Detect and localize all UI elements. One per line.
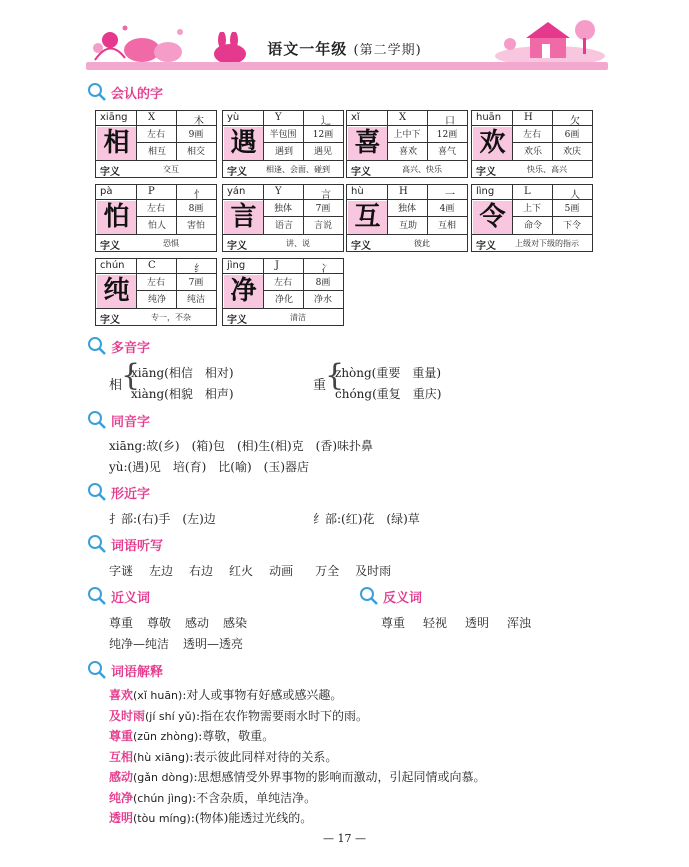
tingxie-word: 红火 (229, 564, 254, 578)
card-structure: 上下 (522, 204, 541, 214)
card-radical: 口 (445, 116, 455, 127)
card-letter: C (148, 260, 156, 271)
card-word-1: 净化 (274, 295, 293, 305)
tongyin-line-2: yù:(遇)见 培(育) 比(喻) (玉)器店 (109, 460, 310, 474)
tingxie-word: 万全 (315, 564, 340, 578)
card-letter: P (148, 186, 155, 197)
card-pinyin: lìng (476, 186, 495, 197)
section-title: 多音字 (111, 340, 151, 356)
fanyi-word: 轻视 (423, 616, 448, 630)
magnifier-icon (86, 660, 108, 680)
card-strokes: 12画 (436, 130, 458, 140)
card-character: 喜 (348, 127, 387, 160)
char-card (95, 110, 217, 178)
card-radical: 言 (321, 190, 331, 201)
definition-term: 透明 (109, 811, 134, 825)
card-character: 纯 (97, 275, 136, 308)
char-card (346, 184, 468, 252)
card-ziyi-label: 字义 (227, 167, 247, 178)
card-ziyi-label: 字义 (227, 241, 247, 252)
jinyi-pair: 纯净—纯洁 (109, 637, 170, 651)
definition-text: :思想感情受外界事物的影响而激动，引起同情或向慕。 (193, 770, 486, 784)
section-title: 会认的字 (111, 86, 164, 102)
card-character: 言 (224, 201, 263, 234)
card-letter: X (148, 112, 156, 123)
card-meaning: 相逢、会面、碰到 (266, 165, 330, 174)
card-word-2: 相交 (186, 147, 205, 157)
section-heading-huirenzi (86, 82, 163, 102)
card-pinyin: xǐ (351, 112, 360, 123)
card-radical: 人 (570, 190, 580, 201)
section-title: 词语听写 (111, 538, 164, 554)
card-radical: 木 (194, 116, 204, 127)
definition-term: 感动 (109, 770, 134, 784)
card-structure: 上中下 (393, 130, 421, 140)
char-card (222, 184, 344, 252)
card-meaning: 清洁 (290, 313, 306, 322)
definition-pinyin: (zūn zhòng) (133, 730, 199, 743)
fanyi-word: 透明 (465, 616, 490, 630)
section-title: 近义词 (111, 590, 151, 606)
fanyi-word: 浑浊 (507, 616, 532, 630)
definition-item (109, 768, 486, 785)
card-ziyi-label: 字义 (351, 167, 371, 178)
definition-term: 尊重 (109, 729, 134, 743)
definition-item (109, 748, 337, 765)
fanyi-line (381, 614, 531, 631)
card-radical: 一 (445, 190, 455, 201)
tingxie-word: 动画 (269, 564, 294, 578)
definition-pinyin: (gǎn dòng) (133, 771, 194, 784)
card-structure: 独体 (397, 204, 416, 214)
page-header (0, 0, 689, 80)
duoyin-xiang-reading-2: xiàng(相貌 相声) (131, 387, 234, 401)
card-word-1: 欢乐 (523, 147, 542, 157)
card-pinyin: jìng (227, 260, 246, 271)
magnifier-icon (86, 410, 108, 430)
card-meaning: 快乐、高兴 (527, 165, 567, 174)
char-card (95, 184, 217, 252)
card-word-2: 遇见 (313, 147, 332, 157)
card-structure: 独体 (273, 204, 292, 214)
header-band (86, 62, 608, 70)
title-sub: (第二学期) (353, 43, 422, 58)
definition-text: :表示彼此同样对待的关系。 (189, 749, 338, 764)
duoyin-xiang-reading-1: xiāng(相信 相对) (131, 366, 234, 380)
card-radical: 忄 (194, 190, 204, 201)
title-main: 语文一年级 (267, 40, 348, 58)
card-structure: 左右 (146, 130, 165, 140)
definition-term: 互相 (109, 749, 134, 764)
jinyi-pair: 透明—透亮 (183, 637, 244, 651)
tingxie-word: 字谜 (109, 564, 134, 578)
duoyin-char-xiang: 相 (109, 378, 123, 393)
definition-term: 喜欢 (109, 688, 134, 702)
card-word-1: 语言 (274, 221, 293, 231)
page-number: — 17 — (323, 832, 366, 845)
section-heading-tingxie (86, 534, 163, 554)
magnifier-icon (86, 586, 108, 606)
jinyi-word: 尊敬 (147, 616, 172, 630)
tingxie-word: 及时雨 (355, 564, 392, 578)
card-word-2: 欢庆 (562, 147, 581, 157)
jinyi-word: 尊重 (109, 616, 134, 630)
card-character: 欢 (473, 127, 512, 160)
card-word-2: 言说 (313, 221, 332, 231)
card-meaning: 高兴、快乐 (402, 165, 442, 174)
card-pinyin: pà (100, 186, 113, 197)
definition-term: 及时雨 (109, 708, 146, 723)
card-word-2: 下令 (562, 221, 581, 231)
definition-text: :对人或事物有好感或感兴趣。 (182, 688, 343, 702)
definition-text: :尊敬，敬重。 (198, 729, 275, 743)
definition-pinyin: (xǐ huān) (133, 689, 183, 702)
xingjin-line-1: 扌部:(右)手 (左)边 (109, 512, 216, 526)
card-letter: X (399, 112, 407, 123)
card-character: 遇 (224, 127, 263, 160)
card-word-1: 互助 (398, 221, 417, 231)
card-letter: H (399, 186, 408, 197)
card-structure: 左右 (273, 278, 292, 288)
house-decoration-right (490, 14, 610, 66)
section-heading-fanyici (358, 586, 422, 606)
card-pinyin: huān (476, 112, 502, 123)
card-strokes: 5画 (564, 204, 580, 214)
jinyi-word: 感动 (185, 616, 210, 630)
duoyin-zhong-reading-2: chóng(重复 重庆) (335, 387, 442, 401)
section-heading-jinyici (86, 586, 150, 606)
card-ziyi-label: 字义 (100, 315, 120, 326)
card-word-2: 纯洁 (186, 295, 205, 305)
section-heading-jieshi (86, 660, 163, 680)
xingjin-line-2: 纟部:(红)花 (绿)草 (313, 512, 420, 526)
card-strokes: 7画 (188, 278, 204, 288)
card-letter: Y (275, 112, 282, 123)
fanyi-word: 尊重 (381, 616, 406, 630)
card-pinyin: yù (227, 112, 240, 123)
section-heading-tongyinzi (86, 410, 150, 430)
char-card (222, 110, 344, 178)
section-title: 同音字 (111, 414, 151, 430)
card-structure: 左右 (146, 278, 165, 288)
magnifier-icon (86, 82, 108, 102)
card-ziyi-label: 字义 (351, 241, 371, 252)
card-pinyin: yán (227, 186, 246, 197)
card-meaning: 上级对下级的指示 (515, 239, 579, 248)
section-title: 词语解释 (111, 664, 164, 680)
section-heading-xingjinzi (86, 482, 150, 502)
card-character: 令 (473, 201, 512, 234)
jinyi-word: 感染 (223, 616, 248, 630)
char-card (471, 184, 593, 252)
definition-text: :(物体)能透过光线的。 (190, 811, 313, 825)
magnifier-icon (86, 336, 108, 356)
char-card (222, 258, 344, 326)
card-ziyi-label: 字义 (227, 315, 247, 326)
tongyin-line-1: xiāng:故(乡) (箱)包 (相)生(相)克 (香)味扑鼻 (109, 439, 374, 453)
card-word-2: 喜气 (437, 147, 456, 157)
card-letter: L (524, 186, 531, 197)
char-card (471, 110, 593, 178)
card-word-1: 遇到 (274, 147, 293, 157)
card-radical: 辶 (321, 116, 331, 127)
card-radical: 冫 (321, 264, 331, 275)
section-title: 形近字 (111, 486, 151, 502)
definition-pinyin: (tòu míng) (133, 812, 191, 825)
card-pinyin: xiāng (100, 112, 128, 123)
section-heading-duoyinzi (86, 336, 150, 356)
card-ziyi-label: 字义 (100, 167, 120, 178)
definition-pinyin: (jí shí yǔ) (145, 709, 196, 723)
definition-item (109, 686, 342, 703)
tingxie-words (109, 562, 391, 579)
card-letter: H (524, 112, 533, 123)
magnifier-icon (86, 482, 108, 502)
card-meaning: 交互 (163, 165, 179, 174)
card-letter: J (275, 260, 280, 271)
char-card (95, 258, 217, 326)
card-structure: 左右 (146, 204, 165, 214)
card-strokes: 6画 (564, 130, 580, 140)
card-word-1: 命令 (523, 221, 542, 231)
card-character: 净 (224, 275, 263, 308)
card-meaning: 讲、说 (286, 239, 310, 248)
card-character: 相 (97, 127, 136, 160)
card-meaning: 彼此 (414, 239, 430, 248)
brace-xiang: { (121, 358, 141, 393)
card-radical: 欠 (570, 116, 580, 127)
brace-zhong: { (325, 358, 345, 393)
tingxie-word: 右边 (189, 564, 214, 578)
card-strokes: 8画 (315, 278, 331, 288)
jinyi-line-1 (109, 614, 247, 631)
card-pinyin: hù (351, 186, 364, 197)
card-ziyi-label: 字义 (476, 241, 496, 252)
duoyin-char-zhong: 重 (313, 378, 327, 393)
card-character: 互 (348, 201, 387, 234)
card-letter: Y (275, 186, 282, 197)
card-word-2: 害怕 (186, 221, 205, 231)
card-word-1: 相互 (147, 147, 166, 157)
card-word-1: 怕人 (147, 221, 166, 231)
jinyi-line-2 (109, 635, 243, 652)
card-pinyin: chún (100, 260, 125, 271)
card-structure: 半包围 (269, 130, 297, 140)
card-strokes: 7画 (315, 204, 331, 214)
section-title: 反义词 (383, 590, 423, 606)
card-strokes: 4画 (439, 204, 455, 214)
card-radical: 纟 (194, 264, 204, 275)
card-structure: 左右 (522, 130, 541, 140)
definition-item (109, 727, 274, 744)
card-strokes: 8画 (188, 204, 204, 214)
duoyin-zhong-reading-1: zhòng(重要 重量) (335, 366, 442, 380)
card-strokes: 9画 (188, 130, 204, 140)
definition-term: 纯净 (109, 790, 134, 805)
card-meaning: 恐惧 (163, 239, 179, 248)
definition-item (109, 707, 368, 724)
definition-pinyin: (hù xiāng) (133, 750, 190, 764)
card-word-2: 净水 (313, 295, 332, 305)
definition-text: :指在农作物需要雨水时下的雨。 (195, 708, 368, 723)
card-word-1: 喜欢 (398, 147, 417, 157)
tingxie-word: 左边 (149, 564, 174, 578)
card-character: 怕 (97, 201, 136, 234)
char-card (346, 110, 468, 178)
card-strokes: 12画 (312, 130, 334, 140)
card-ziyi-label: 字义 (100, 241, 120, 252)
magnifier-icon (86, 534, 108, 554)
definition-pinyin: (chún jìng) (133, 791, 193, 805)
magnifier-icon (358, 586, 380, 606)
definition-item (109, 789, 316, 806)
definition-item (109, 809, 312, 826)
card-ziyi-label: 字义 (476, 167, 496, 178)
card-word-1: 纯净 (147, 295, 166, 305)
card-meaning: 专一，不杂 (151, 313, 191, 322)
definition-text: :不含杂质，单纯洁净。 (192, 790, 317, 805)
card-word-2: 互相 (437, 221, 456, 231)
